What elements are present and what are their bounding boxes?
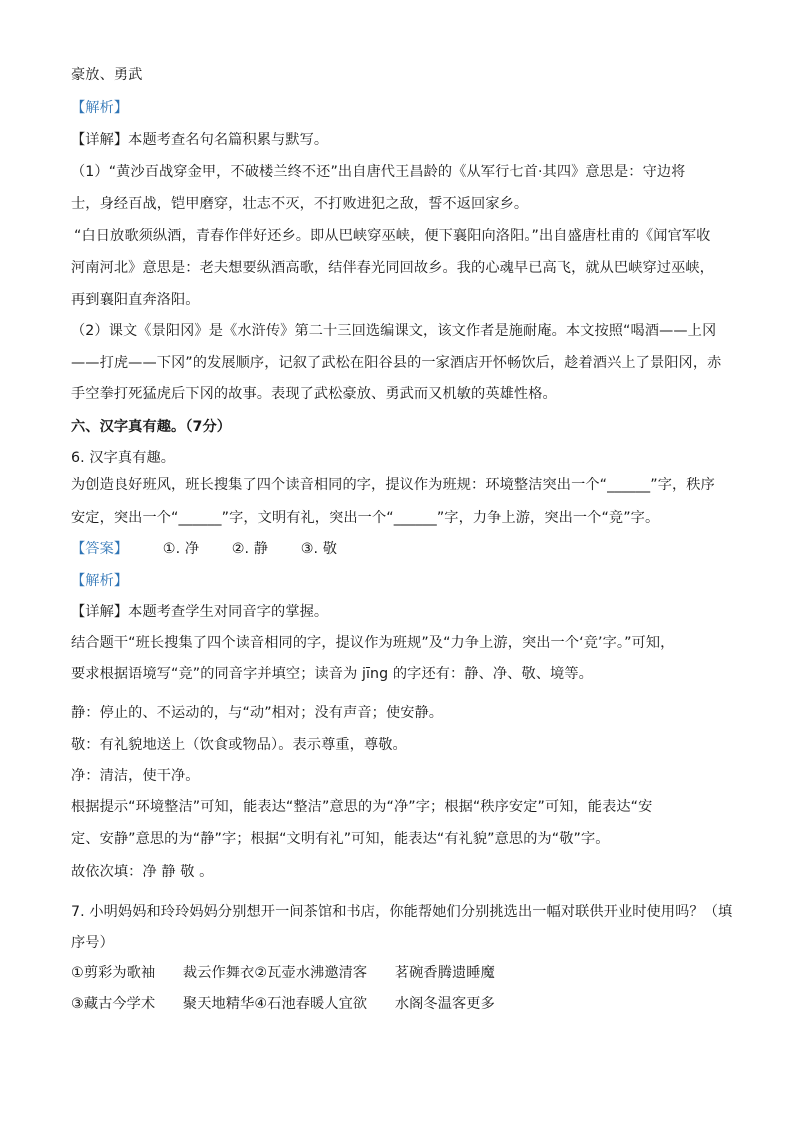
answer-item: ②. 静 — [231, 541, 269, 557]
para-line: 河南河北》意思是：老夫想要纵酒高歌，结伴春光同回故乡。我的心魂早已高飞，就从巴峡穿过巫峡， — [71, 260, 714, 276]
couplet-line: ①剪彩为歌袖 裁云作舞衣②瓦壶水沸邀清客 茗碗香腾遗睡魔 — [71, 965, 495, 981]
detail-heading: 【详解】本题考查学生对同音字的掌握。 — [71, 604, 329, 620]
definition-line: 敬：有礼貌地送上（饮食或物品）。表示尊重，尊敬。 — [71, 737, 407, 753]
analysis-label: 【解析】 — [71, 573, 129, 589]
para-line: ——打虎——下冈”的发展顺序，记叙了武松在阳谷县的一家酒店开怀畅饮后，趁着酒兴上了景阳冈，赤 — [71, 355, 722, 371]
answer-row — [71, 539, 337, 559]
top-answer: 豪放、勇武 — [71, 67, 143, 83]
question-line: 序号） — [71, 935, 114, 951]
para-line: 再到襄阳直奔洛阳。 — [71, 292, 200, 308]
para-line: 故依次填：净 静 敬 。 — [71, 864, 214, 880]
para-line: 士，身经百战，铠甲磨穿，壮志不灭，不打败进犯之敌，誓不返回家乡。 — [71, 196, 529, 212]
para-line: 结合题干“班长搜集了四个读音相同的字，提议作为班规”及“力争上游，突出一个‘竞’字。”可知， — [71, 635, 675, 651]
definition-line: 静：停止的、不运动的，与“动”相对；没有声音；使安静。 — [71, 705, 444, 721]
para-line: （2）课文《景阳冈》是《水浒传》第二十三回选编课文，该文作者是施耐庵。本文按照“喝酒——上冈 — [71, 323, 717, 339]
couplet-line: ③藏古今学术 聚天地精华④石池春暖人宜欲 水阁冬温客更多 — [71, 996, 495, 1012]
question-line: 安定，突出一个“______”字，文明有礼，突出一个“______”字，力争上游，突出一个“竞”字。 — [71, 510, 660, 526]
para-line: 定、安静”意思的为“静”字；根据“文明有礼”可知，能表达“有礼貌”意思的为“敬”字。 — [71, 831, 610, 847]
para-line: 根据提示“环境整洁”可知，能表达“整洁”意思的为“净”字；根据“秩序安定”可知，能表达“安 — [71, 799, 653, 815]
definition-line: 净：清洁，使干净。 — [71, 768, 200, 784]
para-line: “白日放歌须纵酒，青春作伴好还乡。即从巴峡穿巫峡，便下襄阳向洛阳。”出自盛唐杜甫的《闻官军收 — [74, 228, 711, 244]
question-title: 6. 汉字真有趣。 — [71, 450, 176, 466]
answer-item: ③. 敬 — [300, 541, 338, 557]
answer-item: ①. 净 — [162, 541, 200, 557]
answer-label: 【答案】 — [71, 541, 129, 557]
para-line: 手空拳打死猛虎后下冈的故事。表现了武松豪放、勇武而又机敏的英雄性格。 — [71, 386, 557, 402]
analysis-label: 【解析】 — [71, 100, 129, 116]
question-line: 7. 小明妈妈和玲玲妈妈分别想开一间茶馆和书店，你能帮她们分别挑选出一幅对联供开业时使用吗？（填 — [71, 904, 733, 920]
para-line: 要求根据语境写“竞”的同音字并填空；读音为 jīng 的字还有：静、净、敬、境等。 — [71, 666, 593, 682]
detail-heading: 【详解】本题考查名句名篇积累与默写。 — [71, 132, 329, 148]
para-line: （1）“黄沙百战穿金甲，不破楼兰终不还”出自唐代王昌龄的《从军行七首·其四》意思是：守边将 — [71, 164, 686, 180]
section-heading: 六、汉字真有趣。（7分） — [71, 419, 232, 435]
question-line: 为创造良好班风，班长搜集了四个读音相同的字，提议作为班规：环境整洁突出一个“______”字，秩序 — [71, 477, 715, 493]
